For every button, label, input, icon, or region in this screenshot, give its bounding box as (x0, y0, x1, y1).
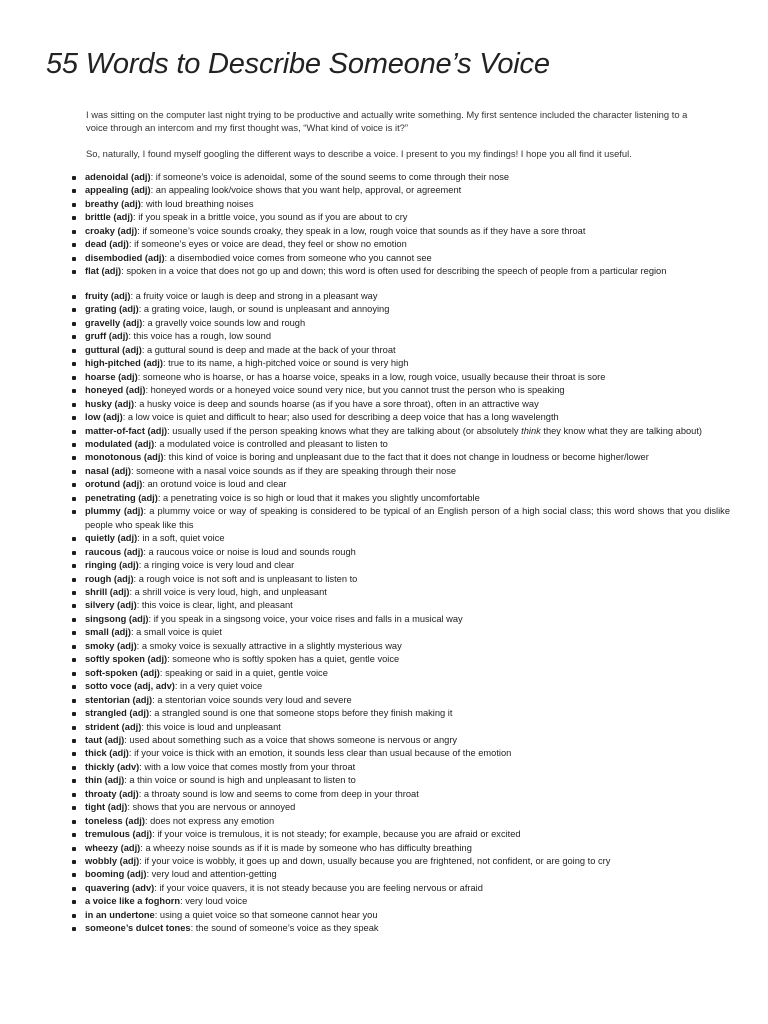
bullet-icon (72, 820, 76, 824)
bullet-icon (72, 914, 76, 918)
word-term: a voice like a foghorn (85, 896, 181, 907)
bullet-icon (72, 389, 76, 393)
bullet-icon (72, 806, 76, 810)
word-definition: : a fruity voice or laugh is deep and strong in a pleasant way (130, 291, 378, 301)
bullet-icon (72, 257, 76, 261)
word-entry (70, 734, 730, 747)
word-definition: : with a low voice that comes mostly from your throat (139, 761, 356, 772)
word-term: low (adj) (85, 412, 123, 423)
word-term: high-pitched (adj) (85, 358, 163, 369)
word-definition: : a grating voice, laugh, or sound is unpleasant and annoying (138, 304, 390, 315)
word-definition: : a throaty sound is low and seems to come from deep in your throat (138, 788, 419, 799)
word-term: ringing (adj) (85, 560, 139, 571)
word-definition: : a shrill voice is very loud, high, and unpleasant (129, 586, 327, 597)
word-definition: : using a quiet voice so that someone cannot hear you (154, 909, 378, 920)
word-definition: : shows that you are nervous or annoyed (127, 802, 296, 813)
word-entry (70, 815, 730, 828)
word-entry (70, 707, 730, 720)
bullet-icon (72, 927, 76, 931)
word-term: strident (adj) (85, 721, 142, 732)
word-entry (70, 801, 730, 814)
word-definition: : this voice has a rough, low sound (128, 331, 272, 342)
word-definition: : a rough voice is not soft and is unpleasant to listen to (133, 573, 358, 584)
word-term: gruff (adj) (85, 331, 129, 342)
word-definition: : if you speak in a singsong voice, your voice rises and falls in a musical way (148, 613, 463, 624)
bullet-icon (72, 685, 76, 689)
word-definition: : an appealing look/voice shows that you want help, approval, or agreement (150, 185, 462, 196)
bullet-icon (72, 270, 76, 274)
word-entry (70, 828, 730, 841)
bullet-icon (72, 443, 76, 447)
word-entry (70, 694, 730, 707)
word-definition: : if someone’s eyes or voice are dead, they feel or show no emotion (128, 239, 407, 250)
intro-paragraph-2: So, naturally, I found myself googling the different ways to describe a voice. I present to you my findings! I hope you all find it useful. (86, 148, 632, 159)
word-entry (70, 344, 730, 357)
word-term: husky (adj) (85, 398, 135, 409)
word-definition: : this kind of voice is boring and unpleasant due to the fact that it does not change in loudness or become higher/lower (163, 452, 649, 463)
word-term: wheezy (adj) (85, 842, 141, 853)
word-term: smoky (adj) (85, 640, 137, 651)
word-term: tremulous (adj) (85, 829, 153, 840)
word-definition: : with loud breathing noises (140, 198, 254, 209)
word-entry (70, 384, 730, 397)
word-term: breathy (adj) (85, 198, 141, 209)
word-definition: : if someone’s voice is adenoidal, some of the sound seems to come through their nose (150, 172, 510, 182)
word-term: throaty (adj) (85, 788, 139, 799)
word-entry (70, 909, 730, 922)
word-entry (70, 184, 730, 197)
word-definition: : a modulated voice is controlled and pleasant to listen to (154, 438, 388, 449)
word-entry (70, 788, 730, 801)
word-term: croaky (adj) (85, 225, 138, 236)
bullet-icon (72, 578, 76, 582)
word-term: honeyed (adj) (85, 385, 146, 396)
word-term: someone’s dulcet tones (85, 923, 191, 934)
word-entry (70, 290, 730, 303)
word-entry (70, 895, 730, 908)
word-definition: : someone with a nasal voice sounds as if they are speaking through their nose (130, 465, 457, 476)
word-definition: : a thin voice or sound is high and unpleasant to listen to (124, 775, 356, 786)
bullet-icon (72, 362, 76, 366)
word-entry (70, 438, 730, 451)
word-definition: : if your voice is wobbly, it goes up and down, usually because you are frightened, not confident, or are going to cry (139, 856, 611, 867)
word-entry (70, 842, 730, 855)
word-term: adenoidal (adj) (85, 172, 151, 182)
word-term: taut (adj) (85, 734, 125, 745)
word-entry (70, 171, 730, 184)
word-entry (70, 747, 730, 760)
bullet-icon (72, 779, 76, 783)
word-entry (70, 761, 730, 774)
bullet-icon (72, 833, 76, 837)
bullet-icon (72, 873, 76, 877)
word-definition: : a gravelly voice sounds low and rough (142, 317, 306, 328)
word-definition: : does not express any emotion (144, 815, 275, 826)
word-entry (70, 640, 730, 653)
word-term: thickly (adv) (85, 761, 140, 772)
word-definition: : if your voice is thick with an emotion, it sounds less clear than usual because of the emotion (128, 748, 512, 759)
word-definition: : a raucous voice or noise is loud and sounds rough (143, 546, 356, 557)
word-entry (70, 317, 730, 330)
word-entry (70, 653, 730, 666)
word-term: brittle (adj) (85, 212, 134, 223)
word-term: booming (adj) (85, 869, 147, 880)
word-entry (70, 613, 730, 626)
word-list-2 (70, 290, 730, 936)
word-definition: : the sound of someone’s voice as they speak (190, 923, 379, 934)
word-entry (70, 626, 730, 639)
word-definition: : a smoky voice is sexually attractive in a slightly mysterious way (136, 640, 402, 651)
word-definition: : an orotund voice is loud and clear (142, 479, 287, 490)
bullet-icon (72, 308, 76, 312)
word-entry (70, 922, 730, 935)
word-entry (70, 599, 730, 612)
word-term: thick (adj) (85, 748, 129, 759)
bullet-icon (72, 645, 76, 649)
word-term: matter-of-fact (adj) (85, 425, 168, 436)
bullet-icon (72, 470, 76, 474)
word-definition: : a ringing voice is very loud and clear (138, 560, 295, 571)
word-entry (70, 211, 730, 224)
bullet-icon (72, 739, 76, 743)
word-definition: : this voice is loud and unpleasant (141, 721, 281, 732)
word-definition-continued: they know what they are talking about) (543, 425, 703, 436)
bullet-icon (72, 860, 76, 864)
word-term: singsong (adj) (85, 613, 149, 624)
word-entry (70, 532, 730, 545)
word-definition: : very loud and attention-getting (146, 869, 277, 880)
word-entry (70, 774, 730, 787)
bullet-icon (72, 416, 76, 420)
bullet-icon (72, 510, 76, 514)
word-term: plummy (adj) (85, 506, 144, 517)
word-entry (70, 303, 730, 316)
bullet-icon (72, 887, 76, 891)
word-term: gravelly (adj) (85, 317, 143, 328)
bullet-icon (72, 604, 76, 608)
word-definition: : if your voice quavers, it is not steady because you are feeling nervous or afraid (154, 882, 483, 893)
bullet-icon (72, 591, 76, 595)
word-definition: : used about something such as a voice that shows someone is nervous or angry (124, 734, 458, 745)
bullet-icon (72, 203, 76, 207)
word-definition: : usually used if the person speaking knows what they are talking about (or absolutely (167, 425, 519, 436)
word-term: guttural (adj) (85, 344, 142, 355)
word-entry (70, 398, 730, 411)
word-term: sotto voce (adj, adv) (85, 681, 175, 692)
word-term: flat (adj) (85, 266, 122, 277)
word-definition: : if someone’s voice sounds croaky, they speak in a low, rough voice that sounds as if they have a sore throat (137, 225, 586, 236)
word-list-1 (70, 171, 730, 279)
word-term: penetrating (adj) (85, 492, 158, 503)
word-entry (70, 252, 730, 265)
word-definition: : very loud voice (180, 896, 248, 907)
word-term: fruity (adj) (85, 291, 131, 301)
bullet-icon (72, 216, 76, 220)
word-definition: : honeyed words or a honeyed voice sound very nice, but you cannot trust the person who is speaking (145, 385, 565, 396)
bullet-icon (72, 658, 76, 662)
bullet-icon (72, 376, 76, 380)
word-term: strangled (adj) (85, 708, 150, 719)
word-definition: : a wheezy noise sounds as if it is made by someone who has difficulty breathing (140, 842, 472, 853)
word-definition: : this voice is clear, light, and pleasant (136, 600, 293, 611)
word-definition: : a guttural sound is deep and made at the back of your throat (141, 344, 396, 355)
word-definition: : a small voice is quiet (130, 627, 222, 638)
word-entry (70, 546, 730, 559)
word-entry (70, 721, 730, 734)
word-term: soft-spoken (adj) (85, 667, 160, 678)
word-term: hoarse (adj) (85, 371, 138, 382)
word-term: stentorian (adj) (85, 694, 153, 705)
word-term: toneless (adj) (85, 815, 145, 826)
bullet-icon (72, 456, 76, 460)
word-entry (70, 559, 730, 572)
word-term: disembodied (adj) (85, 252, 165, 263)
bullet-icon (72, 349, 76, 353)
word-entry (70, 198, 730, 211)
bullet-icon (72, 230, 76, 234)
word-term: modulated (adj) (85, 438, 155, 449)
word-term: quietly (adj) (85, 533, 138, 544)
bullet-icon (72, 631, 76, 635)
word-entry (70, 411, 730, 424)
bullet-icon (72, 322, 76, 326)
word-term: nasal (adj) (85, 465, 131, 476)
word-definition: : a strangled sound is one that someone stops before they finish making it (149, 708, 453, 719)
word-definition: : a husky voice is deep and sounds hoarse (as if you have a sore throat), often in an attractive way (134, 398, 539, 409)
word-term: shrill (adj) (85, 586, 130, 597)
word-definition: : if you speak in a brittle voice, you sound as if you are about to cry (133, 212, 408, 223)
word-term: thin (adj) (85, 775, 125, 786)
word-entry (70, 465, 730, 478)
bullet-icon (72, 793, 76, 797)
word-term: softly spoken (adj) (85, 654, 168, 665)
bullet-icon (72, 699, 76, 703)
word-term: appealing (adj) (85, 185, 151, 196)
word-entry (70, 667, 730, 680)
word-definition: : someone who is softly spoken has a quiet, gentle voice (167, 654, 400, 665)
word-term: silvery (adj) (85, 600, 137, 611)
bullet-icon (72, 726, 76, 730)
word-definition: : someone who is hoarse, or has a hoarse voice, speaks in a low, rough voice, usually because their throat is sore (137, 371, 606, 382)
bullet-icon (72, 900, 76, 904)
bullet-icon (72, 243, 76, 247)
bullet-icon (72, 847, 76, 851)
word-term: monotonous (adj) (85, 452, 164, 463)
word-definition: : a low voice is quiet and difficult to hear; also used for describing a deep voice that has a long wavelength (122, 412, 559, 423)
word-entry (70, 225, 730, 238)
word-term: in an undertone (85, 909, 155, 920)
word-entry (70, 855, 730, 868)
bullet-icon (72, 483, 76, 487)
bullet-icon (72, 766, 76, 770)
word-entry (70, 882, 730, 895)
bullet-icon (72, 712, 76, 716)
bullet-icon (72, 537, 76, 541)
word-entry (70, 573, 730, 586)
word-definition: : a plummy voice or way of speaking is considered to be typical of an English person of a high social class; this word shows that you dislike people who speak like this (85, 506, 730, 530)
bullet-icon (72, 564, 76, 568)
word-term: dead (adj) (85, 239, 129, 250)
intro-paragraph-1: I was sitting on the computer last night trying to be productive and actually write something. My first sentence included the character listening to a voice through an intercom and my first thought was, “What kind of voice is it?” (86, 109, 688, 133)
bullet-icon (72, 430, 76, 434)
word-term: wobbly (adj) (85, 856, 140, 867)
bullet-icon (72, 618, 76, 622)
word-term: tight (adj) (85, 802, 128, 813)
bullet-icon (72, 497, 76, 501)
bullet-icon (72, 403, 76, 407)
word-definition: : a disembodied voice comes from someone who you cannot see (164, 252, 432, 263)
word-entry (70, 478, 730, 491)
word-entry (70, 330, 730, 343)
bullet-icon (72, 551, 76, 555)
bullet-icon (72, 672, 76, 676)
word-entry (70, 505, 730, 532)
word-entry (70, 586, 730, 599)
word-term: rough (adj) (85, 573, 134, 584)
bullet-icon (72, 176, 76, 180)
page-title: 55 Words to Describe Someone’s Voice (46, 48, 550, 80)
word-term: raucous (adj) (85, 546, 144, 557)
word-entry (70, 371, 730, 384)
word-entry (70, 680, 730, 693)
word-definition: : if your voice is tremulous, it is not steady; for example, because you are afraid or excited (152, 829, 521, 840)
bullet-icon (72, 295, 76, 299)
word-definition: : a stentorian voice sounds very loud and severe (152, 694, 352, 705)
word-definition-emphasis: think (521, 425, 541, 436)
word-entry (70, 238, 730, 251)
word-entry (70, 451, 730, 464)
bullet-icon (72, 752, 76, 756)
word-definition: : speaking or said in a quiet, gentle voice (159, 667, 328, 678)
word-entry (70, 357, 730, 370)
word-entry (70, 492, 730, 505)
word-entry (70, 868, 730, 881)
word-term: grating (adj) (85, 304, 139, 315)
word-definition: : in a very quiet voice (174, 681, 263, 692)
word-definition: : true to its name, a high-pitched voice or sound is very high (162, 358, 409, 369)
word-term: orotund (adj) (85, 479, 143, 490)
word-term: quavering (adv) (85, 882, 155, 893)
bullet-icon (72, 335, 76, 339)
bullet-icon (72, 189, 76, 193)
word-definition: : in a soft, quiet voice (137, 533, 225, 544)
word-definition: : spoken in a voice that does not go up and down; this word is often used for describing the speech of people from a particular region (121, 266, 667, 277)
word-entry (70, 425, 730, 438)
word-term: small (adj) (85, 627, 131, 638)
word-definition: : a penetrating voice is so high or loud that it makes you slightly uncomfortable (157, 492, 480, 503)
word-entry (70, 265, 730, 278)
